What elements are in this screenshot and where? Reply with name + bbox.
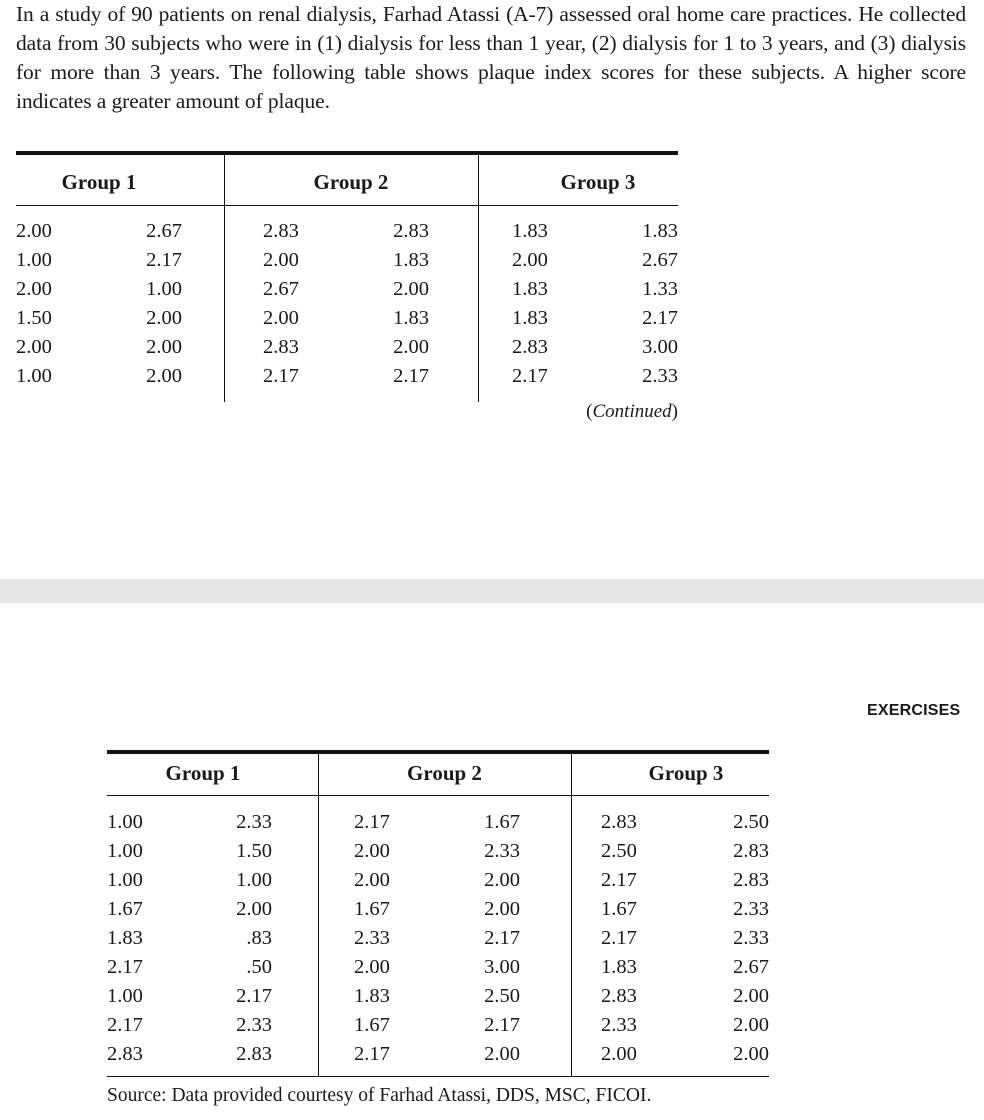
table-cell: 2.00 — [601, 1043, 637, 1065]
table-cell: 1.00 — [236, 869, 272, 891]
table-cell: 2.00 — [354, 869, 390, 891]
table-cell: 2.00 — [733, 1043, 769, 1065]
table-header-rule — [16, 205, 678, 206]
table-cell: 3.00 — [642, 336, 678, 358]
table-header-rule — [107, 795, 769, 796]
table-cell: 2.00 — [733, 1014, 769, 1036]
table-cell: 1.00 — [146, 278, 182, 300]
intro-paragraph: In a study of 90 patients on renal dialysis, Farhad Atassi (A-7) assessed oral home care practices. He collected data from 30 subjects who were in (1) dialysis for less than 1 year, (2) dialysis for 1 to 3 years, and (3) dialysis for more than 3 years. The following table shows plaque index scores for these subjects. A higher score indicates a greater amount of plaque. — [16, 2, 966, 113]
table-cell: 2.17 — [484, 927, 520, 949]
table-cell: 1.00 — [107, 811, 143, 833]
group-1-header: Group 1 — [61, 170, 137, 194]
table-cell: 2.50 — [733, 811, 769, 833]
table-cell: 2.33 — [236, 1014, 272, 1036]
table-cell: 2.83 — [263, 336, 299, 358]
table-cell: 2.33 — [733, 898, 769, 920]
table-cell: 2.00 — [236, 898, 272, 920]
table-cell: 2.33 — [236, 811, 272, 833]
table-cell: 1.33 — [642, 278, 678, 300]
table-cell: 1.83 — [512, 278, 548, 300]
page-separator-band — [0, 579, 984, 603]
table-cell: 1.83 — [512, 220, 548, 242]
table-cell: 2.50 — [601, 840, 637, 862]
table-cell: 2.17 — [236, 985, 272, 1007]
table-cell: 2.33 — [601, 1014, 637, 1036]
table-cell: 2.17 — [146, 249, 182, 271]
table-cell: 1.83 — [354, 985, 390, 1007]
table-cell: 1.67 — [354, 1014, 390, 1036]
table-cell: 2.17 — [642, 307, 678, 329]
table-cell: .83 — [246, 927, 272, 949]
plaque-scores-table-part1 — [16, 151, 678, 441]
table-cell: 2.00 — [16, 336, 52, 358]
table-cell: 2.00 — [484, 1043, 520, 1065]
table-cell: 2.17 — [512, 365, 548, 387]
group-1-header: Group 1 — [165, 761, 241, 785]
table-cell: 3.00 — [484, 956, 520, 978]
table-cell: 1.67 — [107, 898, 143, 920]
table-cell: 1.83 — [393, 249, 429, 271]
table-cell: 2.17 — [107, 1014, 143, 1036]
table-cell: 1.83 — [512, 307, 548, 329]
table-cell: 2.00 — [484, 898, 520, 920]
table-cell: 2.83 — [512, 336, 548, 358]
table-cell: 2.00 — [146, 336, 182, 358]
group-3-header: Group 3 — [648, 761, 724, 785]
table-cell: 1.00 — [107, 985, 143, 1007]
table-cell: 2.83 — [263, 220, 299, 242]
table-cell: 1.83 — [393, 307, 429, 329]
table-cell: 2.00 — [733, 985, 769, 1007]
table-cell: 2.33 — [733, 927, 769, 949]
table-cell: 2.00 — [146, 365, 182, 387]
table-top-rule — [107, 750, 769, 754]
table-cell: 2.00 — [16, 278, 52, 300]
table-cell: 2.17 — [354, 1043, 390, 1065]
table-cell: 2.00 — [146, 307, 182, 329]
table-cell: 2.00 — [393, 336, 429, 358]
table-cell: 2.00 — [354, 840, 390, 862]
table-cell: 1.50 — [236, 840, 272, 862]
group-2-header: Group 2 — [313, 170, 389, 194]
table-cell: 1.00 — [16, 249, 52, 271]
table-cell: 2.17 — [107, 956, 143, 978]
table-cell: 2.83 — [107, 1043, 143, 1065]
table-cell: 1.67 — [354, 898, 390, 920]
table-cell: 2.83 — [733, 840, 769, 862]
table-cell: 2.00 — [263, 307, 299, 329]
table-cell: 2.00 — [263, 249, 299, 271]
table-cell: 2.83 — [601, 985, 637, 1007]
table-cell: 2.67 — [146, 220, 182, 242]
group-2-header: Group 2 — [407, 761, 482, 785]
table-cell: 2.33 — [484, 840, 520, 862]
table-cell: 2.17 — [393, 365, 429, 387]
table-cell: .50 — [246, 956, 272, 978]
table-cell: 2.67 — [642, 249, 678, 271]
column-divider — [571, 754, 572, 1076]
table-cell: 1.83 — [107, 927, 143, 949]
table-cell: 2.17 — [601, 927, 637, 949]
plaque-scores-table-part2 — [107, 750, 769, 1110]
table-cell: 2.67 — [733, 956, 769, 978]
table-cell: 2.33 — [642, 365, 678, 387]
group-3-header: Group 3 — [560, 170, 636, 194]
table-top-rule — [16, 151, 678, 155]
table-cell: 2.17 — [354, 811, 390, 833]
table-cell: 2.50 — [484, 985, 520, 1007]
table-cell: 2.00 — [16, 220, 52, 242]
table-cell: 2.00 — [512, 249, 548, 271]
continued-note: (Continued) — [586, 401, 678, 422]
table-cell: 2.83 — [601, 811, 637, 833]
table-cell: 2.17 — [601, 869, 637, 891]
exercises-section-label: EXERCISES — [867, 702, 961, 719]
table-cell: 2.83 — [236, 1043, 272, 1065]
table-bottom-rule — [107, 1076, 769, 1077]
table-cell: 2.67 — [263, 278, 299, 300]
table-cell: 2.83 — [393, 220, 429, 242]
table-cell: 2.83 — [733, 869, 769, 891]
table-cell: 2.17 — [484, 1014, 520, 1036]
table-cell: 2.00 — [393, 278, 429, 300]
table-cell: 1.67 — [484, 811, 520, 833]
table-cell: 1.00 — [16, 365, 52, 387]
table-cell: 2.00 — [354, 956, 390, 978]
table-cell: 1.83 — [642, 220, 678, 242]
table-cell: 1.67 — [601, 898, 637, 920]
table-cell: 1.83 — [601, 956, 637, 978]
table-cell: 2.00 — [484, 869, 520, 891]
table-cell: 1.00 — [107, 840, 143, 862]
table-cell: 1.00 — [107, 869, 143, 891]
table-cell: 2.33 — [354, 927, 390, 949]
source-note: Source: Data provided courtesy of Farhad Atassi, DDS, MSC, FICOI. — [107, 1085, 652, 1106]
table-cell: 1.50 — [16, 307, 52, 329]
table-cell: 2.17 — [263, 365, 299, 387]
column-divider — [318, 754, 319, 1076]
